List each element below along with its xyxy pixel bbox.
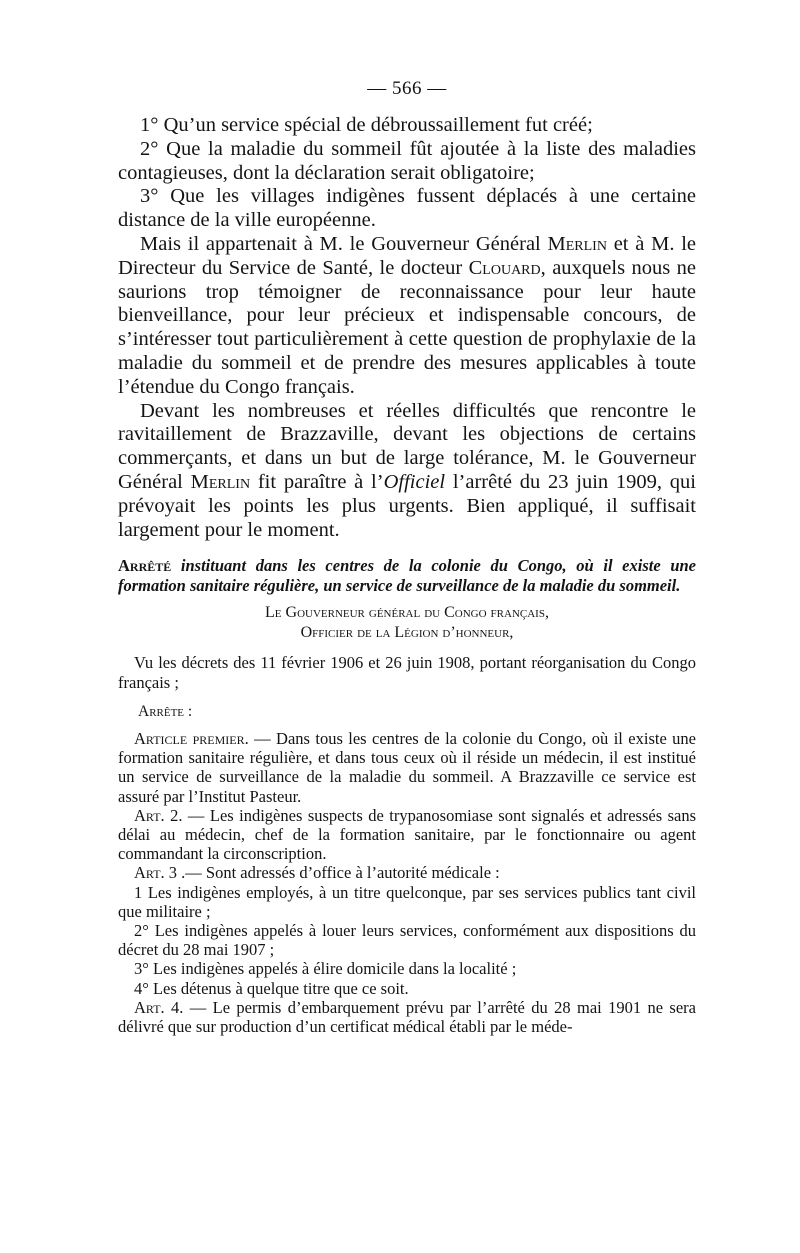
name-merlin: Merlin bbox=[190, 470, 251, 493]
governor-line-2: Officier de la Légion d’honneur, bbox=[300, 624, 514, 642]
article-2: Art. 2. — Les indigènes suspects de trypanosomiase sont signalés et adressés sans délai au médecin, chef de la formation sanitaire, par le fonctionnaire ou agent commandant la circonscription. bbox=[118, 805, 697, 864]
list-item: 2° Que la maladie du sommeil fût ajoutée à la liste des maladies contagieuses, dont la déclaration serait obligatoire; bbox=[118, 137, 696, 184]
paragraph-mais: Mais il appartenait à M. le Gouverneur Général Merlin et à M. le Directeur du Service de Santé, le docteur Clouard, auxquels nous ne saurions trop témoigner de reconnaissance pour leur haute bienveillance, pour leur précieux et indispensable concours, de s’intéresser tout particulièrement à cette question de prophylaxie de la maladie du sommeil et de prendre des mesures applicables à toute l’étendue du Congo français. bbox=[118, 232, 696, 398]
list-item: 1° Qu’un service spécial de débroussaillement fut créé; bbox=[140, 114, 593, 136]
arrete-title: Arrêté instituant dans les centres de la colonie du Congo, où il existe une formation sanitaire régulière, un service de surveillance de la maladie du sommeil. bbox=[118, 556, 696, 595]
governor-line-1: Le Gouverneur général du Congo français, bbox=[265, 604, 549, 622]
article-3-item: 4° Les détenus à quelque titre que ce soit. bbox=[134, 978, 409, 998]
article-3-item: 2° Les indigènes appelés à louer leurs services, conformément aux dispositions du décret du 28 mai 1907 ; bbox=[118, 920, 696, 960]
arrete-word: Arrête : bbox=[138, 702, 193, 720]
page-number: — 566 — bbox=[367, 78, 447, 99]
article-4: Art. 4. — Le permis d’embarquement prévu par l’arrêté du 28 mai 1901 ne sera délivré que sur production d’un certificat médical établi par le méde- bbox=[118, 997, 696, 1036]
name-merlin: Merlin bbox=[547, 232, 607, 255]
arrete-body bbox=[118, 653, 696, 1036]
governor-heading bbox=[118, 603, 696, 643]
article-3-item: 3° Les indigènes appelés à élire domicile dans la localité ; bbox=[134, 959, 517, 979]
main-text bbox=[118, 114, 696, 542]
list-item: 3° Que les villages indigènes fussent déplacés à une certaine distance de la ville européenne. bbox=[118, 185, 696, 232]
article-1: Article premier. — Dans tous les centres de la colonie du Congo, où il existe une formation sanitaire régulière, et dans tous ceux où il réside un médecin, il est institué un service de surveillance de la maladie du sommeil. A Brazzaville ce service est assuré par l’Institut Pasteur. bbox=[118, 728, 696, 806]
vu-paragraph: Vu les décrets des 11 février 1906 et 26 juin 1908, portant réorganisation du Congo français ; bbox=[118, 653, 696, 692]
name-clouard: Clouard bbox=[468, 256, 541, 279]
article-3: Art. 3 .— Sont adressés d’office à l’autorité médicale : bbox=[134, 863, 500, 883]
article-3-item: 1 Les indigènes employés, à un titre quelconque, par ses services publics tant civil que militaire ; bbox=[118, 882, 696, 921]
document-page bbox=[118, 78, 696, 1036]
paragraph-devant: Devant les nombreuses et réelles difficultés que rencontre le ravitaillement de Brazzaville, devant les objections de certains commerçants, et dans un but de large tolérance, M. le Gouverneur Général Merlin fit paraître à l’Officiel l’arrêté du 23 juin 1909, qui prévoyait les points les plus urgents. Bien appliqué, il suffisait largement pour le moment. bbox=[118, 399, 697, 541]
officiel-ref: Officiel bbox=[383, 470, 446, 493]
